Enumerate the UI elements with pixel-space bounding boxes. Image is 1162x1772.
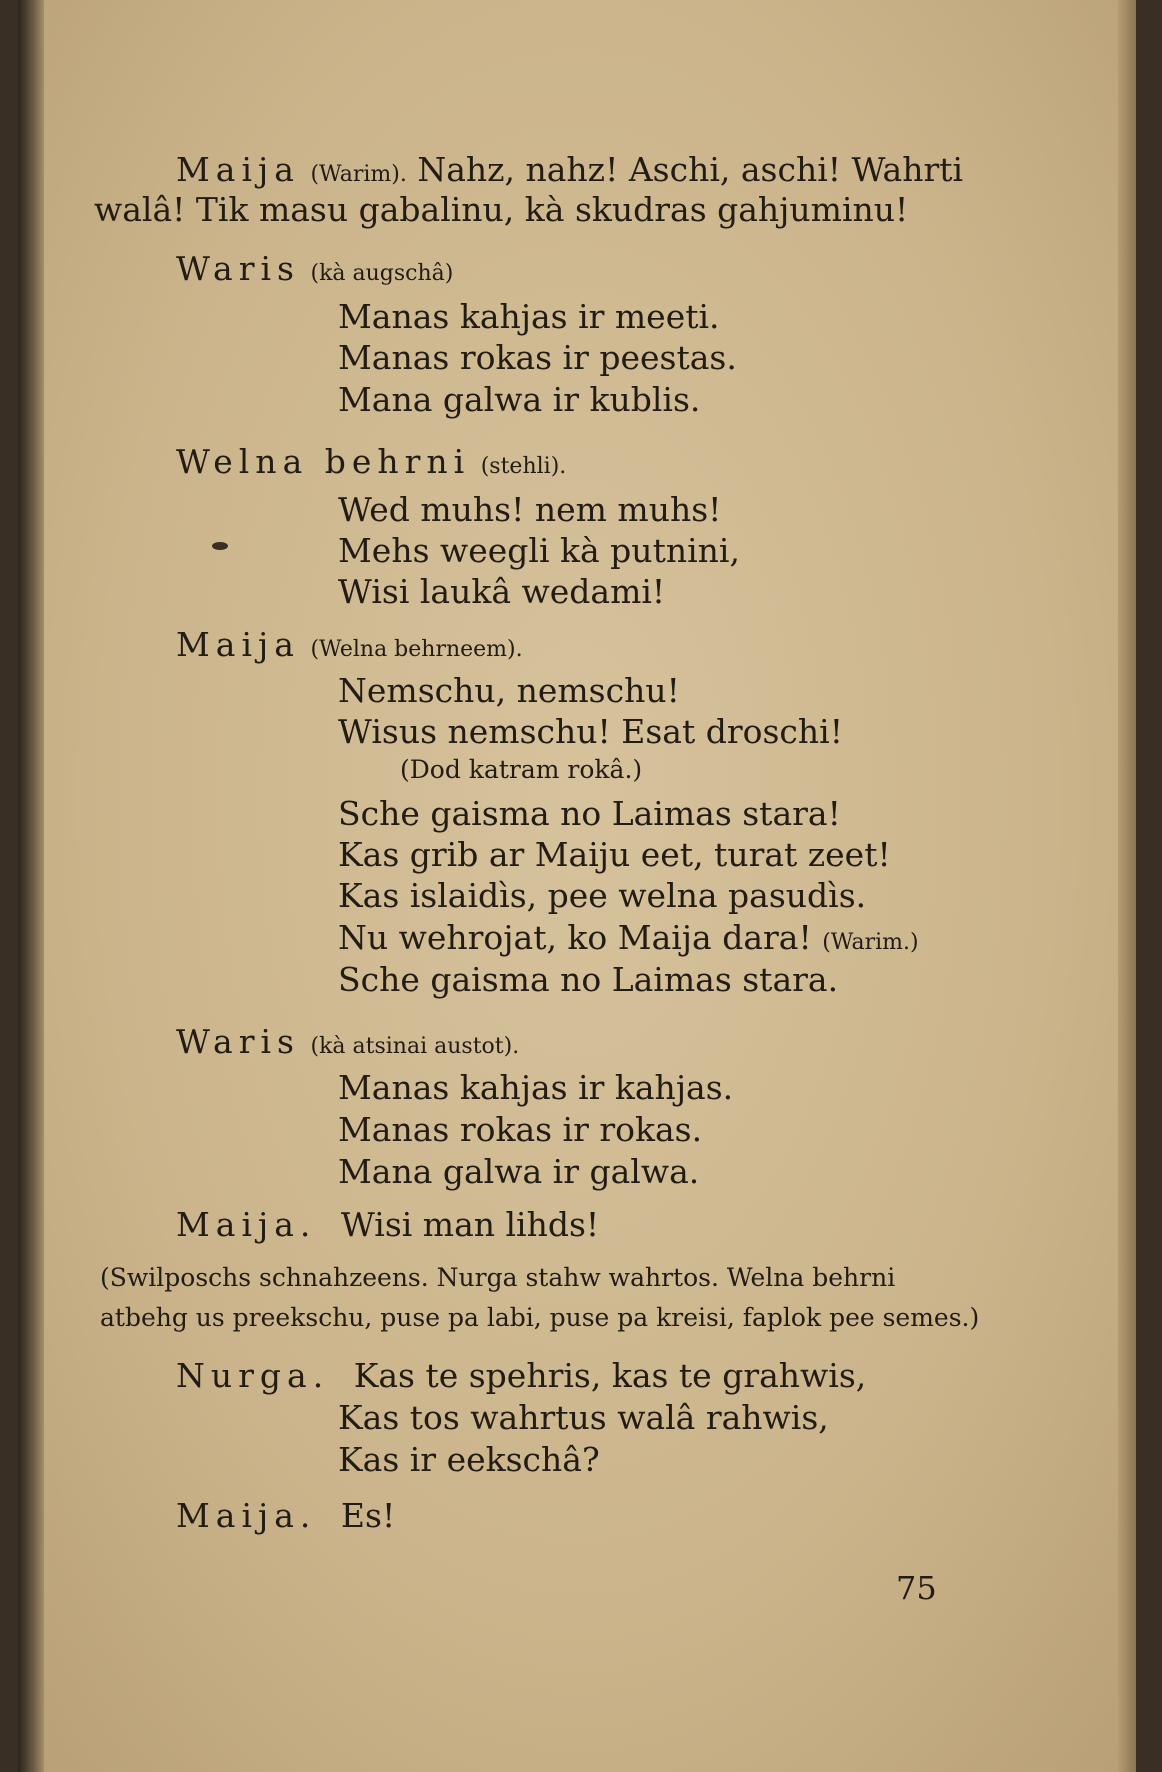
speaker-name: Maija (176, 150, 300, 189)
line-text: Nahz, nahz! Aschi, aschi! Wahrti (417, 150, 964, 189)
speaker-name: Welna behrni (176, 442, 471, 481)
line-text: Kas grib ar Maiju eet, turat zeet! (338, 835, 891, 874)
line-26 (100, 1300, 979, 1336)
line-15 (338, 794, 841, 834)
line-text: Manas kahjas ir kahjas. (338, 1068, 734, 1107)
line-text: Sche gaisma no Laimas stara. (338, 960, 839, 999)
line-9 (338, 531, 740, 571)
line-text: Nemschu, nemschu! (338, 671, 680, 710)
line-30 (176, 1496, 395, 1536)
line-text: Kas tos wahrtus walâ rahwis, (338, 1398, 829, 1437)
line-text: Kas islaidìs, pee welna pasudìs. (338, 876, 867, 915)
line-22 (338, 1110, 702, 1150)
line-10 (338, 572, 665, 612)
line-8 (338, 490, 721, 530)
line-19 (338, 960, 838, 1000)
line-text: Mana galwa ir kublis. (338, 380, 701, 419)
line-25 (100, 1260, 895, 1296)
line-7 (176, 442, 566, 487)
line-text: walâ! Tik masu gabalinu, kà skudras gahjuminu! (94, 190, 909, 229)
line-text: Mehs weegli kà putnini, (338, 531, 740, 570)
line-16 (338, 835, 891, 875)
line-23 (338, 1152, 699, 1192)
speaker-name: Maija. (176, 1205, 317, 1244)
line-text: Manas rokas ir rokas. (338, 1110, 703, 1149)
stage-direction: (Dod katram rokâ.) (400, 755, 643, 784)
line-13 (338, 712, 843, 752)
line-2 (94, 190, 908, 230)
page-number: 75 (896, 1569, 937, 1607)
line-6 (338, 380, 700, 420)
stage-direction: (Welna behrneem). (310, 637, 523, 662)
speaker-name: Waris (176, 1022, 300, 1061)
line-21 (338, 1068, 733, 1108)
stage-direction: (kà atsinai austot). (310, 1034, 520, 1059)
line-17 (338, 876, 866, 916)
line-3 (176, 249, 453, 294)
line-5 (338, 338, 737, 378)
line-text: Manas rokas ir peestas. (338, 338, 737, 377)
line-text: Wisi laukâ wedami! (338, 572, 666, 611)
line-18 (338, 918, 919, 963)
line-text: Wisus nemschu! Esat droschi! (338, 712, 843, 751)
line-text: Kas ir eekschâ? (338, 1440, 600, 1479)
stage-direction: (kà augschâ) (310, 261, 454, 286)
line-24 (176, 1205, 599, 1245)
line-text: Wed muhs! nem muhs! (338, 490, 722, 529)
line-20 (176, 1022, 519, 1067)
stage-direction: atbehg us preekschu, puse pa labi, puse pa kreisi, faplok pee semes.) (100, 1303, 980, 1332)
line-28 (338, 1398, 829, 1438)
stage-direction: (stehli). (480, 454, 567, 479)
line-14 (400, 752, 642, 788)
speaker-name: Nurga. (176, 1356, 330, 1395)
line-12 (338, 671, 680, 711)
stage-direction: (Swilposchs schnahzeens. Nurga stahw wahrtos. Welna behrni (100, 1263, 896, 1292)
stage-direction: (Warim). (310, 162, 407, 187)
speaker-name: Maija. (176, 1496, 317, 1535)
line-text: Wisi man lihds! (340, 1205, 600, 1244)
line-text: Es! (340, 1496, 396, 1535)
speaker-name: Waris (176, 249, 300, 288)
line-text: Kas te spehris, kas te grahwis, (353, 1356, 867, 1395)
stage-direction: (Warim.) (822, 930, 919, 955)
line-text: Mana galwa ir galwa. (338, 1152, 700, 1191)
line-text: Manas kahjas ir meeti. (338, 297, 720, 336)
line-text: Sche gaisma no Laimas stara! (338, 794, 841, 833)
line-11 (176, 625, 523, 670)
speaker-name: Maija (176, 625, 300, 664)
line-4 (338, 297, 720, 337)
line-1 (176, 150, 963, 195)
line-29 (338, 1440, 600, 1480)
line-27 (176, 1356, 866, 1396)
line-text: Nu wehrojat, ko Maija dara! (338, 918, 812, 957)
